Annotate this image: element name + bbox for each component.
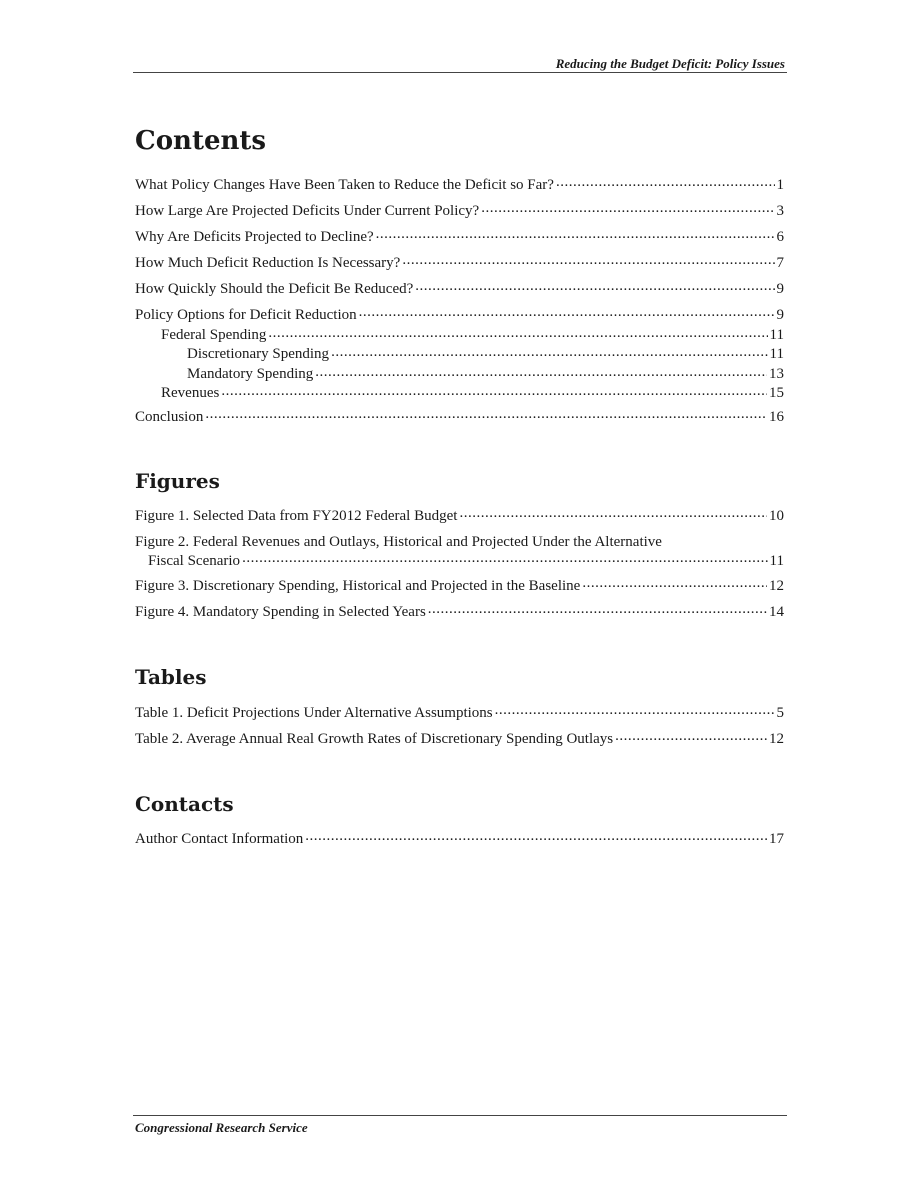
toc-entry[interactable] [135, 728, 784, 754]
toc-entry-page: 17 [769, 831, 784, 847]
toc-entry-page: 9 [776, 307, 784, 323]
dot-leader [582, 578, 767, 590]
toc-entry[interactable] [135, 531, 784, 575]
toc-entry-label: Table 2. Average Annual Real Growth Rates of Discretionary Spending Outlays [135, 731, 614, 747]
contacts-heading: Contacts [135, 792, 234, 816]
toc-entry-page: 13 [769, 365, 784, 382]
toc-entry-label: Author Contact Information [135, 831, 304, 847]
toc-entry-label: Conclusion [135, 409, 204, 426]
toc-entry[interactable] [135, 575, 784, 601]
toc-entry-label: How Quickly Should the Deficit Be Reduced? [135, 281, 414, 297]
toc-entry[interactable] [135, 601, 784, 627]
toc-entry[interactable] [135, 278, 784, 304]
figures-heading: Figures [135, 469, 220, 493]
toc-entry-label: Revenues [161, 384, 220, 401]
toc-entry-label: How Much Deficit Reduction Is Necessary? [135, 255, 401, 271]
toc-entry[interactable] [135, 226, 784, 252]
toc-entry[interactable] [135, 505, 784, 531]
dot-leader [359, 307, 775, 319]
toc-entry-label: Figure 3. Discretionary Spending, Historical and Projected in the Baseline [135, 578, 581, 594]
dot-leader [305, 831, 767, 843]
toc-entry-label: Mandatory Spending [187, 365, 314, 382]
toc-entry[interactable] [135, 174, 784, 200]
dot-leader [242, 553, 767, 565]
dot-leader [615, 731, 767, 743]
toc-entry-label: What Policy Changes Have Been Taken to Reduce the Deficit so Far? [135, 177, 554, 193]
toc-entry-label-continued: Fiscal Scenario [148, 553, 241, 569]
dot-leader [428, 604, 767, 616]
dot-leader [495, 705, 775, 717]
toc-entry[interactable] [135, 828, 784, 854]
toc-entry-label: How Large Are Projected Deficits Under Current Policy? [135, 203, 480, 219]
toc-entry-label: Figure 1. Selected Data from FY2012 Federal Budget [135, 508, 458, 524]
toc-entry-label: Discretionary Spending [187, 346, 330, 363]
toc-entry-label: Table 1. Deficit Projections Under Alternative Assumptions [135, 705, 493, 721]
toc-subentry[interactable] [135, 365, 784, 384]
dot-leader [221, 385, 767, 397]
toc-entry-page: 9 [776, 281, 784, 297]
toc-entry[interactable] [135, 304, 784, 326]
toc-entry-page: 5 [776, 705, 784, 721]
toc-entry[interactable] [135, 252, 784, 278]
tables-heading: Tables [135, 665, 207, 689]
toc-entry-page: 11 [769, 327, 784, 343]
page-footer-text: Congressional Research Service [135, 1120, 308, 1135]
toc-subentry[interactable] [135, 384, 784, 403]
toc-entry-label: Why Are Deficits Projected to Decline? [135, 229, 374, 245]
contacts-list [135, 828, 784, 854]
toc-entry-page: 11 [769, 553, 784, 569]
toc-entry-page: 10 [769, 508, 784, 524]
toc-entry-page: 1 [776, 177, 784, 193]
toc-entry[interactable] [135, 200, 784, 226]
contents-list [135, 174, 784, 432]
toc-entry[interactable] [135, 702, 784, 728]
toc-entry-page: 7 [776, 255, 784, 271]
toc-entry-label: Policy Options for Deficit Reduction [135, 307, 357, 323]
dot-leader [268, 327, 767, 339]
dot-leader [205, 409, 767, 421]
toc-entry-page: 15 [769, 384, 784, 401]
figures-list [135, 505, 784, 627]
header-rule [133, 72, 787, 73]
toc-entry-page: 16 [769, 409, 784, 426]
toc-entry-label: Federal Spending [161, 327, 267, 343]
toc-entry-page: 11 [769, 346, 784, 363]
dot-leader [315, 366, 767, 378]
dot-leader [376, 229, 775, 241]
dot-leader [415, 281, 774, 293]
dot-leader [556, 177, 775, 189]
toc-entry-page: 3 [776, 203, 784, 219]
contents-heading: Contents [135, 126, 267, 156]
dot-leader [402, 255, 774, 267]
footer-rule [133, 1115, 787, 1116]
dot-leader [459, 508, 767, 520]
toc-entry-label: Figure 4. Mandatory Spending in Selected Years [135, 604, 426, 620]
toc-entry-page: 6 [776, 229, 784, 245]
tables-list [135, 702, 784, 754]
toc-entry-page: 12 [769, 578, 784, 594]
toc-entry-page: 14 [769, 604, 784, 620]
toc-subentry[interactable] [135, 345, 784, 364]
page-header-title: Reducing the Budget Deficit: Policy Issues [555, 56, 785, 71]
dot-leader [331, 346, 767, 358]
toc-entry-label: Figure 2. Federal Revenues and Outlays, Historical and Projected Under the Alternative [135, 534, 662, 550]
dot-leader [481, 203, 774, 215]
toc-subentry[interactable] [135, 326, 784, 345]
toc-entry[interactable] [135, 406, 784, 432]
toc-entry-page: 12 [769, 731, 784, 747]
